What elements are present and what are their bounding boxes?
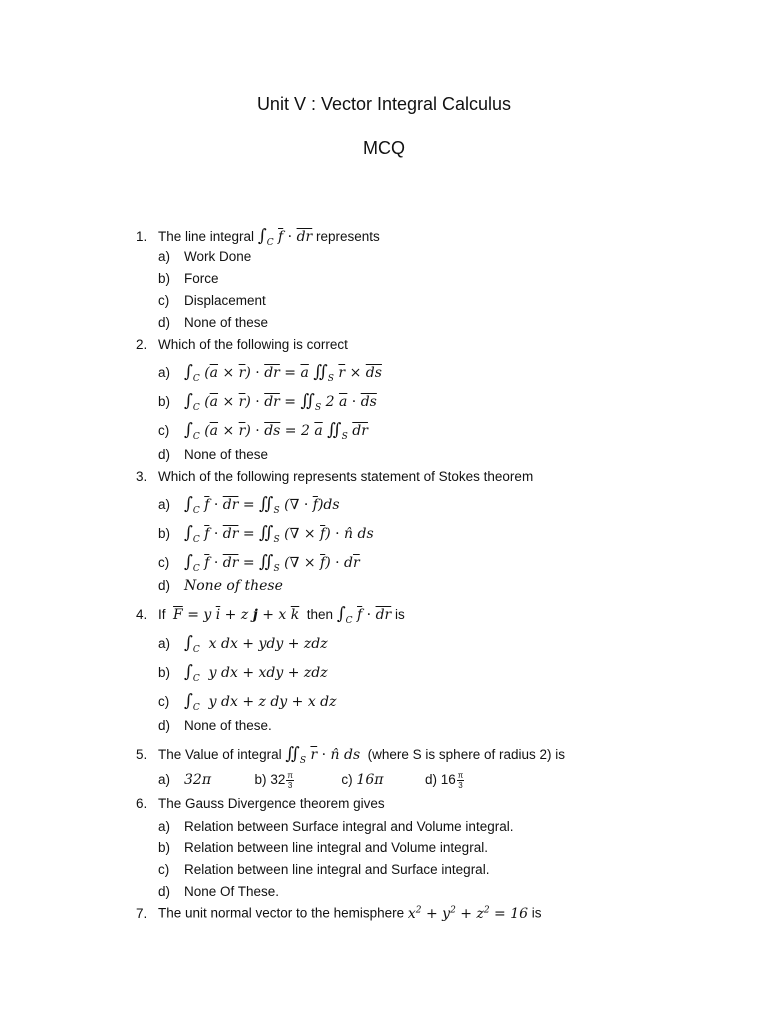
math-expression: $∬_S$ $\overline{r}$ · n̂ ds [285,744,361,766]
question-7 [136,905,542,922]
option-4a: a) $\int_C$ x dx + ydy + zdz [158,633,328,655]
option-2a: a) $\int_C$ $(\overline{a} \times \overline{r}) \cdot \overline{dr} = \overline{a}$ $∬_S$ $\overline{r} \times \overline{ds}$ [158,362,382,384]
question-number: 7. [136,905,148,921]
question-number: 2. [136,337,148,352]
math-expression: $\int_C$ $(\overline{a} \times \overline{r}) \cdot \overline{dr}$ = $∬_S$ 2 $\overline{a} \cdot \overline{ds}$ [184,391,377,413]
math-expression: $\int_C$ $\overline{f} \cdot \overline{dr}$ = $∬_S$ (∇ · $\overline{f})ds$ [184,494,340,516]
math-expression: $\int_C$ $(\overline{a} \times \overline{r}) \cdot \overline{dr} = \overline{a}$ $∬_S$ $\overline{r} \times \overline{ds}$ [184,362,382,384]
option-2c: c) $\int_C$ $(\overline{a} \times \overline{r}) \cdot \overline{ds} = 2$ $\overline{a}$ $∬_S$ $\overline{dr}$ [158,420,368,442]
question-3 [136,469,533,484]
question-text: The line integral [158,229,255,244]
option-4b: b) $\int_C$ y dx + xdy + zdz [158,662,328,684]
option-2b: b) $\int_C$ $(\overline{a} \times \overline{r}) \cdot \overline{dr}$ = $∬_S$ 2 $\overline{a} \cdot \overline{ds}$ [158,391,377,413]
math-expression: $\int_C$ $\overline{f} \cdot \overline{dr}$ [257,226,313,248]
math-expression: $\int_C$ x dx + ydy + zdz [184,633,328,655]
math-expression: $\int_C$ $(\overline{a} \times \overline{r}) \cdot \overline{ds} = 2$ $\overline{a}$ $∬_S$ $\overline{dr}$ [184,420,368,442]
question-6 [136,796,385,811]
option-1c: c) Displacement [158,293,266,308]
question-number: 4. [136,607,148,622]
question-number: 3. [136,469,148,484]
option-2d: d) None of these [158,447,269,462]
option-6d: d) None Of These. [158,884,280,899]
math-expression: $\int_C$ $\overline{f} \cdot \overline{dr}$ = $∬_S$ (∇ × $\overline{f}$) · n̂ ds [184,523,374,545]
option-1a: a) Work Done [158,249,252,264]
option-1b: b) Force [158,271,219,286]
option-3b: b) $\int_C$ $\overline{f} \cdot \overline{dr}$ = $∬_S$ (∇ × $\overline{f}$) · n̂ ds [158,523,374,545]
option-4c: c) $\int_C$ y dx + z dy + x dz [158,691,337,713]
math-expression: $\overline{F} = y$ $\overline{i} + z$ j + x $\overline{k}$ [173,607,300,623]
question-text: If [158,607,166,622]
question-text: The Value of integral [158,747,282,762]
option-3d: d) None of these [158,578,283,594]
question-number: 1. [136,229,148,244]
question-text: Which of the following represents statement of Stokes theorem [158,469,534,484]
question-text-mid: then [306,607,334,622]
math-expression: $\int_C$ $\overline{f} \cdot \overline{dr}$ [336,604,392,626]
math-expression: $\int_C$ y dx + z dy + x dz [184,691,337,713]
option-5b: b) 32 $\frac{\pi}{3}$ [254,771,293,790]
question-1 [136,226,380,248]
question-text: The unit normal vector to the hemisphere [158,905,405,921]
option-4d: d) None of these. [158,718,272,733]
question-text-suffix: (where S is sphere of radius 2) is [367,747,565,762]
question-text: The Gauss Divergence theorem gives [158,796,385,811]
question-2 [136,337,348,352]
option-5-row [158,771,464,790]
question-text-suffix: is [394,607,405,622]
option-1d: d) None of these [158,315,269,330]
option-6a: a) Relation between Surface integral and Volume integral. [158,819,514,834]
question-number: 6. [136,796,148,811]
option-5a: a) 32π [158,772,212,789]
question-4 [136,604,405,626]
option-6c: c) Relation between line integral and Surface integral. [158,862,490,877]
question-text: Which of the following is correct [158,337,348,352]
document-subtitle: MCQ [363,138,405,158]
math-expression: $x^2 + y^2 + z^2 = 16$ [407,905,529,922]
question-text-suffix: is [531,905,542,921]
math-expression: $\int_C$ y dx + xdy + zdz [184,662,328,684]
option-5c: c) 16π [341,772,384,789]
option-3c: c) $\int_C$ $\overline{f} \cdot \overline{dr}$ = $∬_S$ (∇ × $\overline{f}) \cdot d\overline{r}$ [158,552,360,574]
question-5 [136,744,565,766]
option-5d: d) 16 $\frac{\pi}{3}$ [424,771,464,790]
document-title: Unit V : Vector Integral Calculus [256,94,512,114]
option-6b: b) Relation between line integral and Volume integral. [158,840,488,855]
math-expression: $\int_C$ $\overline{f} \cdot \overline{dr}$ = $∬_S$ (∇ × $\overline{f}) \cdot d\overline{r}$ [184,552,360,574]
question-number: 5. [136,747,148,762]
question-text-suffix: represents [316,229,380,244]
option-3a: a) $\int_C$ $\overline{f} \cdot \overline{dr}$ = $∬_S$ (∇ · $\overline{f})ds$ [158,494,340,516]
